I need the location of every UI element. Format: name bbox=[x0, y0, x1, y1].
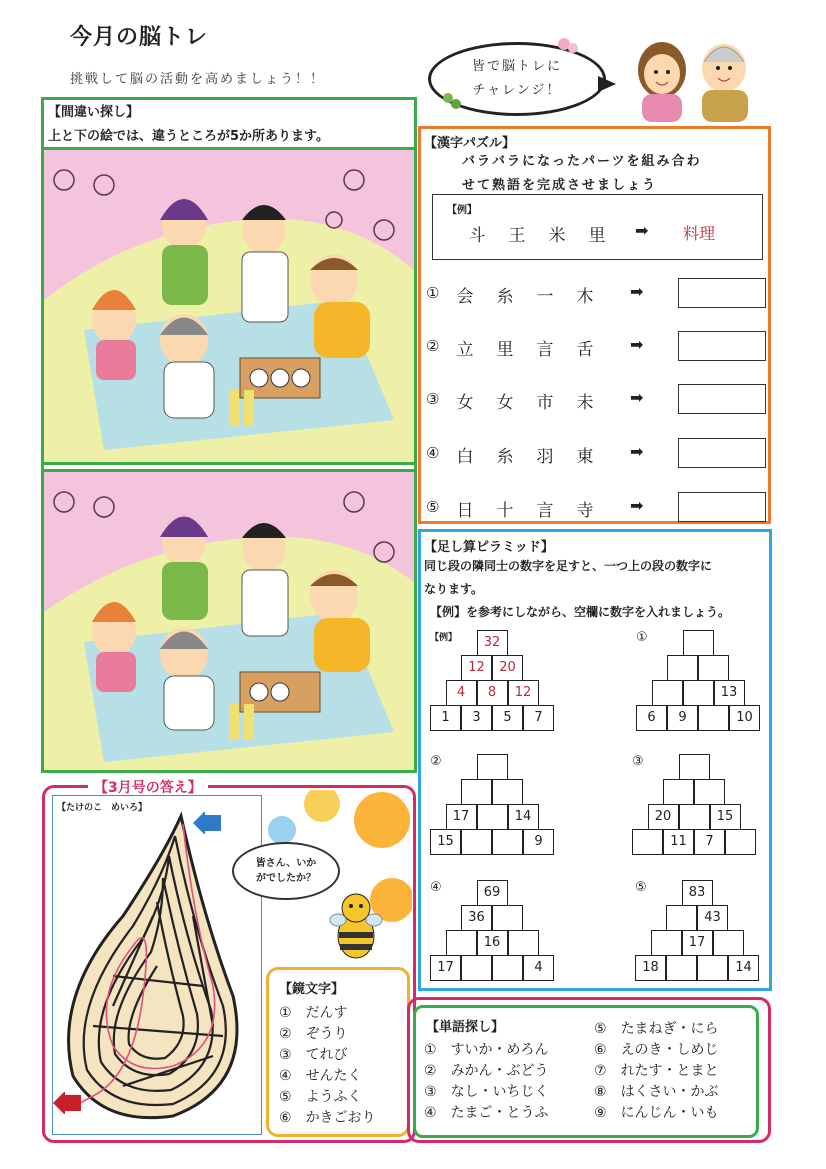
pyramid-blank-cell[interactable] bbox=[683, 680, 714, 706]
tango-answer bbox=[594, 1019, 719, 1040]
pyramid-blank-cell[interactable] bbox=[461, 829, 492, 855]
tango-text: たまご・とうふ bbox=[450, 1105, 549, 1121]
tango-answer bbox=[424, 1082, 549, 1103]
pyramid-cell: 17 bbox=[682, 930, 713, 956]
pyramid-cell: 16 bbox=[477, 930, 508, 956]
arrow-icon: ➡ bbox=[630, 442, 644, 461]
pyramid-cell: 12 bbox=[461, 655, 492, 681]
bamboo-shoot-maze bbox=[53, 796, 261, 1134]
kagami-answer bbox=[279, 1108, 397, 1129]
bubble-line-2: チャレンジ！ bbox=[472, 83, 562, 98]
kanji-row-1 bbox=[422, 280, 772, 310]
pyramid-blank-cell[interactable] bbox=[651, 930, 682, 956]
tango-answer bbox=[594, 1082, 719, 1103]
kagami-answer bbox=[279, 1024, 397, 1045]
pyramid-blank-cell[interactable] bbox=[461, 779, 492, 805]
tango-answer bbox=[594, 1103, 719, 1124]
kanji-part: 立 bbox=[456, 340, 474, 360]
kagami-num: ① bbox=[279, 1005, 292, 1021]
pyramid-cell: 9 bbox=[523, 829, 554, 855]
pyramid-blank-cell[interactable] bbox=[725, 829, 756, 855]
pyramid-cell: 7 bbox=[523, 705, 554, 731]
tango-box bbox=[413, 1005, 759, 1138]
pyramid-cell: 36 bbox=[461, 905, 492, 931]
pyramid-cell: 1 bbox=[430, 705, 461, 731]
kagami-box bbox=[266, 967, 410, 1137]
kanji-row-number: ⑤ bbox=[426, 498, 440, 516]
pyramid-blank-cell[interactable] bbox=[652, 680, 683, 706]
picnic-picture-top bbox=[41, 147, 417, 465]
bubble-line-1: 皆で脳トレに bbox=[471, 59, 562, 74]
pyramid-cell: 8 bbox=[477, 680, 508, 706]
kanji-part: 十 bbox=[496, 501, 514, 521]
pyramid-cell: 12 bbox=[508, 680, 539, 706]
pyramid-blank-cell[interactable] bbox=[663, 779, 694, 805]
kanji-answer-box[interactable] bbox=[678, 384, 766, 414]
kanji-part: 女 bbox=[496, 393, 514, 413]
tango-answer bbox=[594, 1040, 719, 1061]
pyramid-cell: 7 bbox=[694, 829, 725, 855]
kagami-text: てれび bbox=[305, 1047, 348, 1063]
pyramid-cell: 69 bbox=[477, 880, 508, 906]
arrow-icon: ➡ bbox=[630, 496, 644, 515]
kanji-row-number: ③ bbox=[426, 390, 440, 408]
kagami-text: かきごおり bbox=[305, 1110, 376, 1126]
tango-answer bbox=[424, 1103, 549, 1124]
example-arrow-icon: ➡ bbox=[635, 221, 649, 240]
kanji-part: 言 bbox=[536, 340, 554, 360]
pyramid-blank-cell[interactable] bbox=[713, 930, 744, 956]
kanji-part: 会 bbox=[456, 287, 474, 307]
kanji-part: 白 bbox=[456, 447, 474, 467]
pyramid-cell: 13 bbox=[714, 680, 745, 706]
pyramid-cell: 17 bbox=[446, 804, 477, 830]
tango-num: ① bbox=[424, 1042, 437, 1058]
page-title: 今月の脳トレ bbox=[70, 25, 209, 50]
kanji-example-part: 王 bbox=[508, 226, 526, 246]
tango-text: はくさい・かぶ bbox=[620, 1084, 719, 1100]
kanji-row-2 bbox=[422, 333, 772, 363]
pyramid-blank-cell[interactable] bbox=[492, 905, 523, 931]
tango-num: ⑦ bbox=[594, 1063, 607, 1079]
pyramid-number: ⑤ bbox=[635, 880, 647, 895]
kanji-example-label: 【例】 bbox=[447, 205, 477, 216]
pyramid-blank-cell[interactable] bbox=[698, 705, 729, 731]
pyramid-cell: 6 bbox=[636, 705, 667, 731]
tango-column-left bbox=[424, 1040, 549, 1124]
kanji-row-number: ④ bbox=[426, 444, 440, 462]
tango-column-right bbox=[594, 1019, 719, 1124]
pyramid-cell: 15 bbox=[430, 829, 461, 855]
tango-text: れたす・とまと bbox=[620, 1063, 719, 1079]
tango-text: なし・いちじく bbox=[450, 1084, 549, 1100]
maze-label: 【たけのこ めいろ】 bbox=[57, 803, 148, 813]
pyramid-cell: 4 bbox=[523, 955, 554, 981]
kagami-num: ② bbox=[279, 1026, 292, 1042]
kanji-heading: 【漢字パズル】 bbox=[424, 136, 516, 151]
kanji-part: 日 bbox=[456, 501, 474, 521]
pyramid-blank-cell[interactable] bbox=[492, 955, 523, 981]
maze-box bbox=[52, 795, 262, 1135]
pyramid-instruction-1: 同じ段の隣同士の数字を足すと、一つ上の段の数字に bbox=[424, 559, 713, 573]
tango-text: すいか・めろん bbox=[450, 1042, 549, 1058]
bee-speech-line-2: がでしたか？ bbox=[256, 873, 316, 884]
pyramid-cell: 4 bbox=[446, 680, 477, 706]
kagami-text: せんたく bbox=[305, 1068, 362, 1084]
kanji-row-number: ② bbox=[426, 337, 440, 355]
tango-answer bbox=[424, 1040, 549, 1061]
tango-num: ⑧ bbox=[594, 1084, 607, 1100]
kanji-part: 市 bbox=[536, 393, 554, 413]
pyramid-cell: 14 bbox=[728, 955, 759, 981]
kagami-answer bbox=[279, 1087, 397, 1108]
kanji-row-3 bbox=[422, 386, 772, 416]
pyramid-cell: 43 bbox=[697, 905, 728, 931]
pyramid-blank-cell[interactable] bbox=[477, 804, 508, 830]
tango-text: たまねぎ・にら bbox=[620, 1021, 719, 1037]
pyramid-heading: 【足し算ピラミッド】 bbox=[424, 540, 554, 555]
pyramid-example-label: 【例】 bbox=[430, 633, 458, 643]
kagami-text: だんす bbox=[305, 1005, 348, 1021]
kanji-part: 糸 bbox=[496, 287, 514, 307]
pyramid-cell: 9 bbox=[667, 705, 698, 731]
kanji-part: 糸 bbox=[496, 447, 514, 467]
pyramid-number: ④ bbox=[430, 880, 442, 895]
pyramid-cell: 20 bbox=[648, 804, 679, 830]
pyramid-blank-cell[interactable] bbox=[632, 829, 663, 855]
pyramid-cell: 11 bbox=[663, 829, 694, 855]
kanji-answer-box[interactable] bbox=[678, 492, 766, 522]
pyramid-blank-cell[interactable] bbox=[667, 655, 698, 681]
kanji-part: 寺 bbox=[576, 501, 594, 521]
pyramid-blank-cell[interactable] bbox=[666, 955, 697, 981]
pyramid-blank-cell[interactable] bbox=[446, 930, 477, 956]
pyramid-instruction-2: なります。 bbox=[424, 582, 484, 596]
tango-text: みかん・ぶどう bbox=[450, 1063, 549, 1079]
kagami-text: ぞうり bbox=[305, 1026, 348, 1042]
kanji-row-number: ① bbox=[426, 284, 440, 302]
tango-num: ⑤ bbox=[594, 1021, 607, 1037]
pyramid-blank-cell[interactable] bbox=[698, 655, 729, 681]
pyramid-blank-cell[interactable] bbox=[477, 754, 508, 780]
pyramid-blank-cell[interactable] bbox=[492, 829, 523, 855]
kanji-part: 一 bbox=[536, 287, 554, 307]
pyramid-instruction-3: 【例】を参考にしながら、空欄に数字を入れましょう。 bbox=[430, 605, 731, 619]
elderly-couple-illustration bbox=[626, 22, 776, 122]
kanji-example-answer: 料理 bbox=[683, 224, 716, 243]
page-subtitle: 挑戦して脳の活動を高めましょう！！ bbox=[70, 72, 326, 87]
kanji-example-part: 斗 bbox=[468, 226, 486, 246]
kagami-answer bbox=[279, 1045, 397, 1066]
tango-num: ④ bbox=[424, 1105, 437, 1121]
kanji-part: 木 bbox=[576, 287, 594, 307]
tango-num: ③ bbox=[424, 1084, 437, 1100]
spot-diff-heading: 【間違い探し】 bbox=[48, 105, 140, 120]
kanji-answer-box[interactable] bbox=[678, 331, 766, 361]
kanji-instruction-1: バラバラになったパーツを組み合わ bbox=[462, 154, 702, 169]
kanji-example-part: 里 bbox=[588, 226, 606, 246]
kagami-answer bbox=[279, 1003, 397, 1024]
pyramid-cell: 10 bbox=[729, 705, 760, 731]
pyramid-cell: 3 bbox=[461, 705, 492, 731]
kanji-answer-box[interactable] bbox=[678, 438, 766, 468]
kanji-example-box bbox=[432, 194, 763, 260]
pyramid-blank-cell[interactable] bbox=[683, 630, 714, 656]
pyramid-cell: 32 bbox=[477, 630, 508, 656]
kanji-row-4 bbox=[422, 440, 772, 470]
pyramid-cell: 15 bbox=[710, 804, 741, 830]
start-arrow-icon bbox=[193, 812, 223, 834]
kanji-answer-box[interactable] bbox=[678, 278, 766, 308]
pyramid-blank-cell[interactable] bbox=[694, 779, 725, 805]
pyramid-cell: 5 bbox=[492, 705, 523, 731]
pyramid-blank-cell[interactable] bbox=[697, 955, 728, 981]
arrow-icon: ➡ bbox=[630, 335, 644, 354]
bee-speech-line-1: 皆さん、いか bbox=[255, 858, 317, 869]
tango-num: ⑥ bbox=[594, 1042, 607, 1058]
pyramid-blank-cell[interactable] bbox=[508, 930, 539, 956]
kanji-part: 舌 bbox=[576, 340, 594, 360]
tango-num: ⑨ bbox=[594, 1105, 607, 1121]
pyramid-cell: 83 bbox=[682, 880, 713, 906]
picnic-picture-bottom bbox=[41, 469, 417, 773]
kagami-heading: 【鏡文字】 bbox=[279, 982, 345, 997]
bee-icon bbox=[326, 888, 386, 962]
tango-text: にんじん・いも bbox=[620, 1105, 719, 1121]
kanji-row-5 bbox=[422, 494, 772, 524]
pyramid-number: ② bbox=[430, 754, 442, 769]
pyramid-blank-cell[interactable] bbox=[679, 754, 710, 780]
pyramid-cell: 17 bbox=[430, 955, 461, 981]
kanji-instruction-2: せて熟語を完成させましょう bbox=[462, 178, 658, 193]
arrow-icon: ➡ bbox=[630, 282, 644, 301]
kagami-num: ③ bbox=[279, 1047, 292, 1063]
kanji-part: 未 bbox=[576, 393, 594, 413]
kanji-part: 羽 bbox=[536, 447, 554, 467]
pyramid-blank-cell[interactable] bbox=[461, 955, 492, 981]
flower-decoration-icon bbox=[426, 38, 616, 122]
tango-answer bbox=[424, 1061, 549, 1082]
kagami-text: ようふく bbox=[305, 1089, 362, 1105]
kagami-num: ⑤ bbox=[279, 1089, 292, 1105]
pyramid-blank-cell[interactable] bbox=[679, 804, 710, 830]
pyramid-blank-cell[interactable] bbox=[666, 905, 697, 931]
kagami-num: ⑥ bbox=[279, 1110, 292, 1126]
kanji-example-part: 米 bbox=[548, 226, 566, 246]
pyramid-number: ① bbox=[636, 630, 648, 645]
kanji-part: 言 bbox=[536, 501, 554, 521]
bee-speech-bubble bbox=[232, 842, 340, 900]
tango-heading: 【単語探し】 bbox=[426, 1020, 505, 1035]
pyramid-cell: 18 bbox=[635, 955, 666, 981]
tango-answer bbox=[594, 1061, 719, 1082]
tango-text: えのき・しめじ bbox=[620, 1042, 719, 1058]
kanji-part: 女 bbox=[456, 393, 474, 413]
kagami-num: ④ bbox=[279, 1068, 292, 1084]
pyramid-number: ③ bbox=[632, 754, 644, 769]
pyramid-cell: 14 bbox=[508, 804, 539, 830]
arrow-icon: ➡ bbox=[630, 388, 644, 407]
kagami-answer bbox=[279, 1066, 397, 1087]
tango-num: ② bbox=[424, 1063, 437, 1079]
kanji-part: 里 bbox=[496, 340, 514, 360]
kanji-part: 東 bbox=[576, 447, 594, 467]
march-answers-title: 【3月号の答え】 bbox=[88, 777, 208, 797]
pyramid-blank-cell[interactable] bbox=[492, 779, 523, 805]
pyramid-cell: 20 bbox=[492, 655, 523, 681]
goal-arrow-icon bbox=[53, 1092, 83, 1114]
spot-diff-instruction: 上と下の絵では、違うところが5か所あります。 bbox=[48, 129, 330, 144]
